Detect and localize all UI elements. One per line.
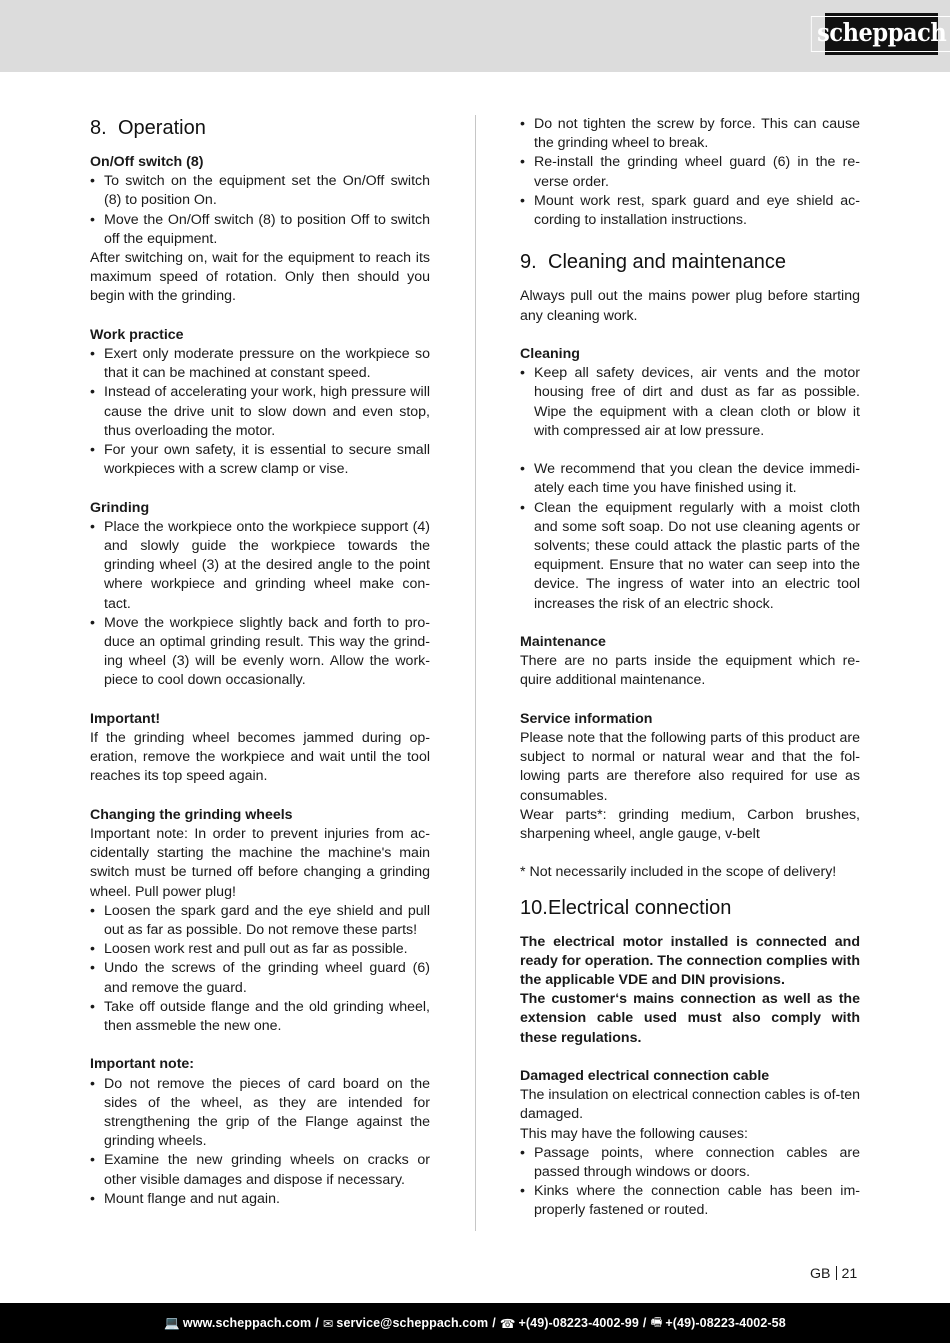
footnote: * Not necessarily included in the scope of delivery! <box>520 864 837 881</box>
subheading-cleaning: Cleaning <box>520 346 580 362</box>
list-item: • Kinks where the connection cable has been im-properly fastened or routed. <box>520 1182 860 1220</box>
footer-contact-bar <box>0 1303 950 1343</box>
list-item: • Instead of accelerating your work, high pressure will cause the drive unit to slow down and even stop, thus overloading the motor. <box>90 383 430 441</box>
page-number <box>810 1265 857 1284</box>
section-title-electrical-connection <box>520 895 860 933</box>
section-number: 9. <box>520 251 537 274</box>
list-item: • Place the workpiece onto the workpiece support (4) and slowly guide the workpiece towards the grinding wheel (3) at the desired angle to the point where workpiece and grinding wheel make con-tact. <box>90 518 430 614</box>
section-title-text: Cleaning and maintenance <box>548 251 786 274</box>
grinding-list <box>90 518 430 691</box>
subheading-work-practice: Work practice <box>90 326 184 343</box>
cleaning-list-2 <box>520 460 860 614</box>
right-column <box>520 115 860 1221</box>
list-item: • Re-install the grinding wheel guard (6) in the re-verse order. <box>520 153 860 191</box>
onoff-list <box>90 172 430 249</box>
section-title-cleaning-maintenance <box>520 249 860 287</box>
list-item: • Do not tighten the screw by force. This can cause the grinding wheel to break. <box>520 115 860 153</box>
footer-phone: +(49)-08223-4002-99 <box>518 1316 639 1330</box>
list-item: • Examine the new grinding wheels on cracks or other visible damages and dispose if necessary. <box>90 1151 430 1189</box>
reinstall-list <box>520 115 860 230</box>
important-paragraph: If the grinding wheel becomes jammed during op-eration, remove the workpiece and wait until the tool reaches its top speed again. <box>90 730 430 785</box>
list-item: • Do not remove the pieces of card board on the sides of the wheel, as they are intended for strengthening the grip of the Flange against the grinding wheels. <box>90 1075 430 1152</box>
damaged-paragraph-2: This may have the following causes: <box>520 1125 748 1142</box>
list-item: • For your own safety, it is essential to secure small workpieces with a screw clamp or vise. <box>90 441 430 479</box>
email-icon: ✉ <box>322 1316 334 1331</box>
page-number-separator <box>836 1266 837 1280</box>
section-number: 8. <box>90 117 107 139</box>
damaged-causes-list <box>520 1144 860 1221</box>
list-item: • Mount flange and nut again. <box>90 1190 430 1209</box>
subheading-important: Important! <box>90 710 161 727</box>
fax-icon: 🖷 <box>650 1314 663 1329</box>
work-practice-list <box>90 345 430 479</box>
footer-separator: / <box>642 1316 647 1330</box>
list-item: • Loosen the spark gard and the eye shield and pull out as far as possible. Do not remove these parts! <box>90 902 430 940</box>
computer-icon: 💻 <box>164 1315 180 1330</box>
phone-icon: ☎ <box>499 1316 516 1331</box>
section-number: 10. <box>520 896 548 919</box>
list-item: • Move the On/Off switch (8) to position Off to switch off the equipment. <box>90 211 430 249</box>
list-item: • Keep all safety devices, air vents and the motor housing free of dirt and dust as far as possible. Wipe the equipment with a clean cloth or blow it with compressed air at low pressure. <box>520 364 860 441</box>
subheading-maintenance: Maintenance <box>520 634 606 651</box>
section-title-operation <box>90 115 430 153</box>
service-paragraph: Please note that the following parts of this product are subject to normal or natural wear and that the fol-lowing parts are therefore also required for use as consumables. <box>520 730 860 804</box>
changing-paragraph: Important note: In order to prevent injuries from ac-cidentally starting the machine the machine's main switch must be turned off before changing a grinding wheel. Pull power plug! <box>90 826 430 900</box>
page-language: GB <box>810 1266 831 1282</box>
footer-fax: +(49)-08223-4002-58 <box>665 1316 786 1330</box>
electrical-bold-paragraph-1: The electrical motor installed is connected and ready for operation. The connection complies with the applicable VDE and DIN provisions. <box>520 933 860 989</box>
list-item: • Undo the screws of the grinding wheel guard (6) and remove the guard. <box>90 959 430 997</box>
list-item: • Mount work rest, spark guard and eye shield ac-cording to installation instructions. <box>520 192 860 230</box>
page-number-value: 21 <box>841 1266 858 1282</box>
scheppach-logo <box>816 13 947 55</box>
section-title-text: Electrical connection <box>548 896 732 919</box>
list-item: • Exert only moderate pressure on the workpiece so that it can be machined at constant speed. <box>90 345 430 383</box>
left-column <box>90 115 430 1209</box>
list-item: • Loosen work rest and pull out as far as possible. <box>90 940 430 959</box>
list-item: • Take off outside flange and the old grinding wheel, then assmeble the new one. <box>90 998 430 1036</box>
footer-email-link[interactable]: service@scheppach.com <box>336 1316 489 1330</box>
important-note-list <box>90 1075 430 1209</box>
cleaning-intro-paragraph: Always pull out the mains power plug before starting any cleaning work. <box>520 288 860 324</box>
changing-list <box>90 902 430 1036</box>
subheading-damaged-cable: Damaged electrical connection cable <box>520 1068 770 1085</box>
electrical-bold-paragraph-2: The customer‘s mains connection as well as the extension cable used must also comply with these regulations. <box>520 991 860 1046</box>
header-band <box>0 0 950 72</box>
footer-separator: / <box>492 1316 496 1330</box>
wear-parts-paragraph: Wear parts*: grinding medium, Carbon brushes, sharpening wheel, angle gauge, v-belt <box>520 806 860 843</box>
maintenance-paragraph: There are no parts inside the equipment which re-quire additional maintenance. <box>520 653 860 689</box>
subheading-service-information: Service information <box>520 710 653 727</box>
cleaning-list-1 <box>520 364 860 441</box>
list-item: • We recommend that you clean the device immedi-ately each time you have finished using it. <box>520 460 860 498</box>
onoff-paragraph: After switching on, wait for the equipment to reach its maximum speed of rotation. Only then should you begin with the grinding. <box>90 250 430 305</box>
subheading-important-note: Important note: <box>90 1056 195 1073</box>
footer-website-link[interactable]: www.scheppach.com <box>182 1316 312 1330</box>
subheading-onoff: On/Off switch (8) <box>90 154 204 170</box>
section-title-text: Operation <box>118 117 206 139</box>
list-item: • Move the workpiece slightly back and forth to pro-duce an optimal grinding result. This way the grind-ing wheel (3) will be evenly worn. Allow the work-piece to cool down occasionally. <box>90 614 430 691</box>
column-divider <box>475 115 476 1231</box>
logo-text: scheppach <box>811 16 950 52</box>
footer-separator: / <box>315 1316 319 1330</box>
list-item: • To switch on the equipment set the On/Off switch (8) to position On. <box>90 172 430 210</box>
subheading-changing-wheels: Changing the grinding wheels <box>90 806 293 823</box>
list-item: • Passage points, where connection cables are passed through windows or doors. <box>520 1144 860 1182</box>
subheading-grinding: Grinding <box>90 499 150 516</box>
damaged-paragraph-1: The insulation on electrical connection cables is of-ten damaged. <box>520 1087 860 1123</box>
list-item: • Clean the equipment regularly with a moist cloth and some soft soap. Do not use cleaning agents or solvents; these could attack the plastic parts of the equipment. Ensure that no water can seep into the device. The ingress of water into an electric tool increases the risk of an electric shock. <box>520 499 860 614</box>
